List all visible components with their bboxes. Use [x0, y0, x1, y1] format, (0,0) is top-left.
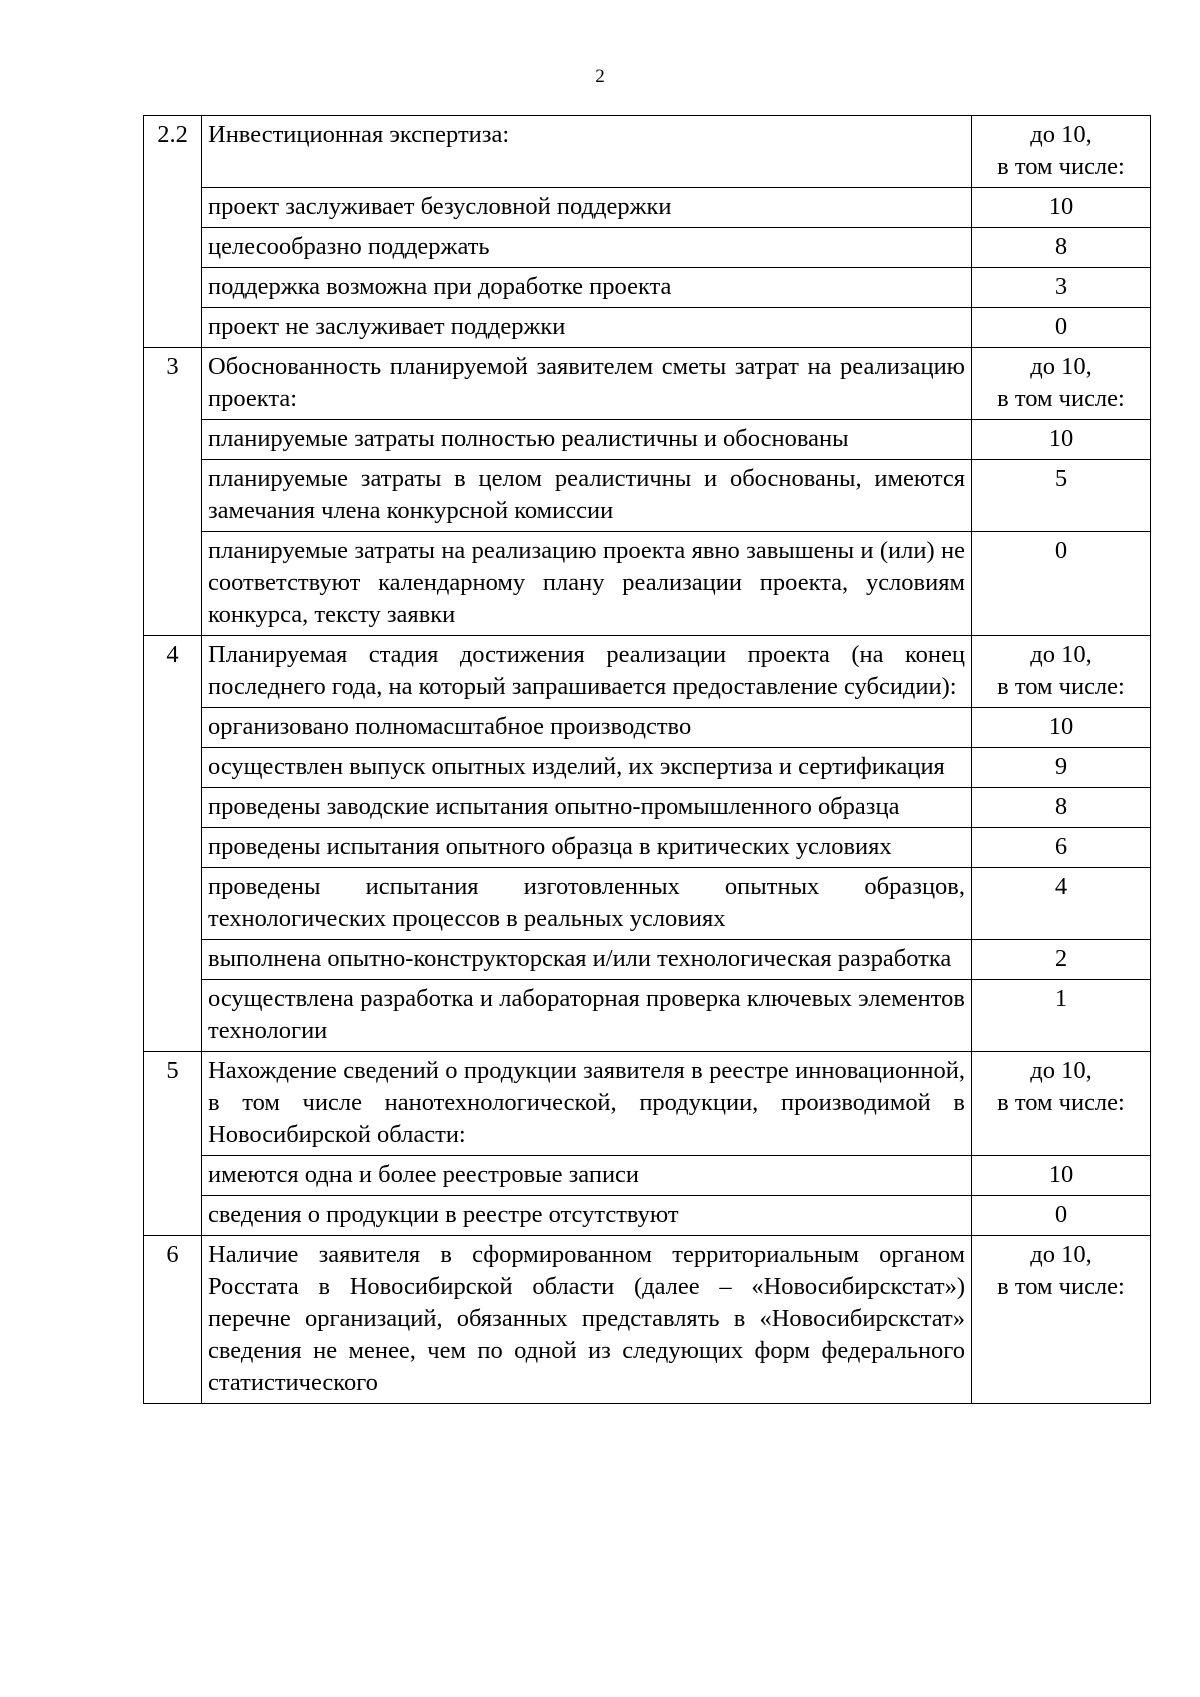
table-row [144, 980, 1151, 1052]
table-row [144, 868, 1151, 940]
table-row [144, 1052, 1151, 1156]
option-text: проект не заслуживает поддержки [202, 308, 972, 348]
table-row [144, 748, 1151, 788]
table-row [144, 188, 1151, 228]
option-score: 9 [972, 748, 1151, 788]
option-text: осуществлена разработка и лабораторная проверка ключевых элементов технологии [202, 980, 972, 1052]
criterion-max-score [972, 116, 1151, 188]
table-row [144, 348, 1151, 420]
max-score-line1: до 10, [1030, 1241, 1092, 1268]
max-score-line1: до 10, [1030, 1057, 1092, 1084]
table-row [144, 1196, 1151, 1236]
table-row [144, 532, 1151, 636]
option-score: 10 [972, 188, 1151, 228]
option-text: осуществлен выпуск опытных изделий, их экспертиза и сертификация [202, 748, 972, 788]
option-score: 1 [972, 980, 1151, 1052]
option-text: проведены испытания изготовленных опытных образцов, технологических процессов в реальных условиях [202, 868, 972, 940]
option-score: 5 [972, 460, 1151, 532]
option-text: проект заслуживает безусловной поддержки [202, 188, 972, 228]
option-score: 6 [972, 828, 1151, 868]
option-text: целесообразно поддержать [202, 228, 972, 268]
criterion-title: Инвестиционная экспертиза: [202, 116, 972, 188]
criterion-number: 6 [144, 1236, 202, 1404]
table-row [144, 460, 1151, 532]
option-score: 0 [972, 532, 1151, 636]
option-score: 10 [972, 708, 1151, 748]
option-score: 0 [972, 308, 1151, 348]
page-number: 2 [595, 66, 605, 87]
criterion-max-score [972, 1236, 1151, 1404]
max-score-line2: в том числе: [997, 385, 1125, 412]
criterion-max-score [972, 1052, 1151, 1156]
table-row [144, 420, 1151, 460]
criterion-number: 5 [144, 1052, 202, 1236]
max-score-line1: до 10, [1030, 641, 1092, 668]
option-text: проведены испытания опытного образца в критических условиях [202, 828, 972, 868]
table-row [144, 636, 1151, 708]
option-text: выполнена опытно-конструкторская и/или технологическая разработка [202, 940, 972, 980]
criterion-number: 4 [144, 636, 202, 1052]
table-row [144, 708, 1151, 748]
criterion-number: 2.2 [144, 116, 202, 348]
option-text: планируемые затраты на реализацию проекта явно завышены и (или) не соответствуют календарному плану реализации проекта, условиям конкурса, тексту заявки [202, 532, 972, 636]
max-score-line2: в том числе: [997, 673, 1125, 700]
criterion-title: Обоснованность планируемой заявителем сметы затрат на реализацию проекта: [202, 348, 972, 420]
max-score-line2: в том числе: [997, 1089, 1125, 1116]
option-score: 3 [972, 268, 1151, 308]
option-text: организовано полномасштабное производство [202, 708, 972, 748]
option-score: 2 [972, 940, 1151, 980]
max-score-line2: в том числе: [997, 1273, 1125, 1300]
table-row [144, 268, 1151, 308]
option-score: 10 [972, 420, 1151, 460]
criterion-max-score [972, 348, 1151, 420]
option-text: проведены заводские испытания опытно-промышленного образца [202, 788, 972, 828]
max-score-line1: до 10, [1030, 121, 1092, 148]
max-score-line1: до 10, [1030, 353, 1092, 380]
option-score: 8 [972, 788, 1151, 828]
option-score: 10 [972, 1156, 1151, 1196]
table-row [144, 828, 1151, 868]
criterion-max-score [972, 636, 1151, 708]
table-row [144, 228, 1151, 268]
criterion-title: Планируемая стадия достижения реализации проекта (на конец последнего года, на который запрашивается предоставление субсидии): [202, 636, 972, 708]
option-score: 4 [972, 868, 1151, 940]
table-row [144, 940, 1151, 980]
criterion-title: Наличие заявителя в сформированном территориальным органом Росстата в Новосибирской области (далее – «Новосибирскстат») перечне организаций, обязанных представлять в «Новосибирскстат» сведения не менее, чем по одной из следующих форм федерального статистического [202, 1236, 972, 1404]
criterion-title: Нахождение сведений о продукции заявителя в реестре инновационной, в том числе нанотехнологической, продукции, производимой в Новосибирской области: [202, 1052, 972, 1156]
option-text: планируемые затраты полностью реалистичны и обоснованы [202, 420, 972, 460]
criteria-table-body [144, 116, 1151, 1404]
option-text: сведения о продукции в реестре отсутствуют [202, 1196, 972, 1236]
table-row [144, 1156, 1151, 1196]
option-score: 0 [972, 1196, 1151, 1236]
table-row [144, 1236, 1151, 1404]
max-score-line2: в том числе: [997, 153, 1125, 180]
option-text: планируемые затраты в целом реалистичны и обоснованы, имеются замечания члена конкурсной комиссии [202, 460, 972, 532]
option-text: поддержка возможна при доработке проекта [202, 268, 972, 308]
option-text: имеются одна и более реестровые записи [202, 1156, 972, 1196]
option-score: 8 [972, 228, 1151, 268]
criterion-number: 3 [144, 348, 202, 636]
table-row [144, 308, 1151, 348]
criteria-table [143, 115, 1151, 1404]
table-row [144, 116, 1151, 188]
table-row [144, 788, 1151, 828]
